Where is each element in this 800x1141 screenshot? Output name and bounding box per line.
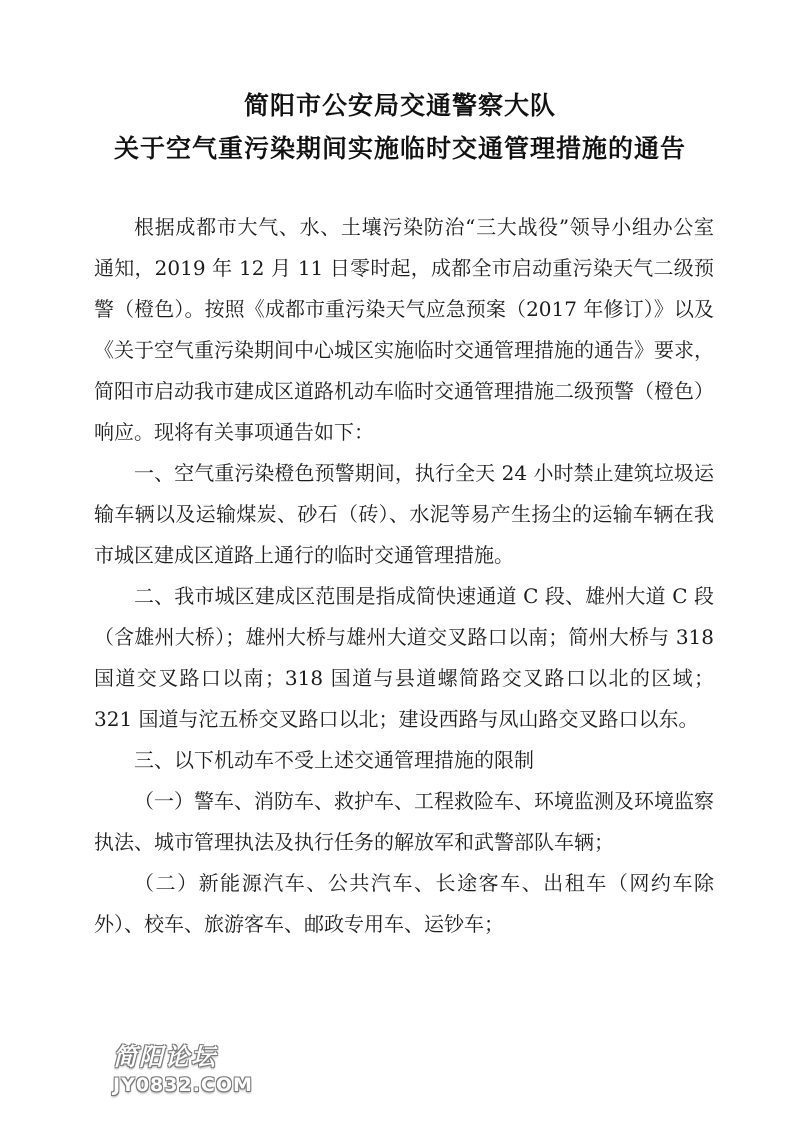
notice-title-line-1: 简阳市公安局交通警察大队 [243, 91, 556, 120]
watermark-url: JY0832.COM [113, 1074, 253, 1096]
paragraph-subitem-1: （一）警车、消防车、救护车、工程救险车、环境监测及环境监察执法、城市管理执法及执行任务的解放军和武警部队车辆； [94, 789, 714, 854]
notice-title-line-2: 关于空气重污染期间实施临时交通管理措施的通告 [113, 134, 686, 163]
forum-watermark [113, 1037, 263, 1096]
paragraph-subitem-2: （二）新能源汽车、公共汽车、长途客车、出租车（网约车除外）、校车、旅游客车、邮政专用车、运钞车； [94, 871, 714, 936]
paragraph-item-1: 一、空气重污染橙色预警期间，执行全天 24 小时禁止建筑垃圾运输车辆以及运输煤炭、砂石（砖）、水泥等易产生扬尘的运输车辆在我市城区建成区道路上通行的临时交通管理措施。 [94, 461, 714, 567]
paragraph-preamble: 根据成都市大气、水、土壤污染防治“三大战役”领导小组办公室通知，2019 年 12 月 11 日零时起，成都全市启动重污染天气二级预警（橙色）。按照《成都市重污染天气应急预案（2017 年修订）》以及《关于空气重污染期间中心城区实施临时交通管理措施的通告》要求，简阳市启动我市建成区道路机动车临时交通管理措施二级预警（橙色）响应。现将有关事项通告如下： [94, 215, 714, 444]
watermark-name: 简阳论坛 [113, 1043, 217, 1071]
notice-body [94, 207, 714, 945]
paragraph-item-2: 二、我市城区建成区范围是指成简快速通道 C 段、雄州大道 C 段（含雄州大桥）；雄州大桥与雄州大道交叉路口以南；简州大桥与 318 国道交叉路口以南；318 国道与县道螺简路交叉路口以北的区域；321 国道与沱五桥交叉路口以北；建设西路与凤山路交叉路口以东。 [94, 584, 714, 731]
paragraph-item-3-heading: 三、以下机动车不受上述交通管理措施的限制 [134, 748, 534, 772]
